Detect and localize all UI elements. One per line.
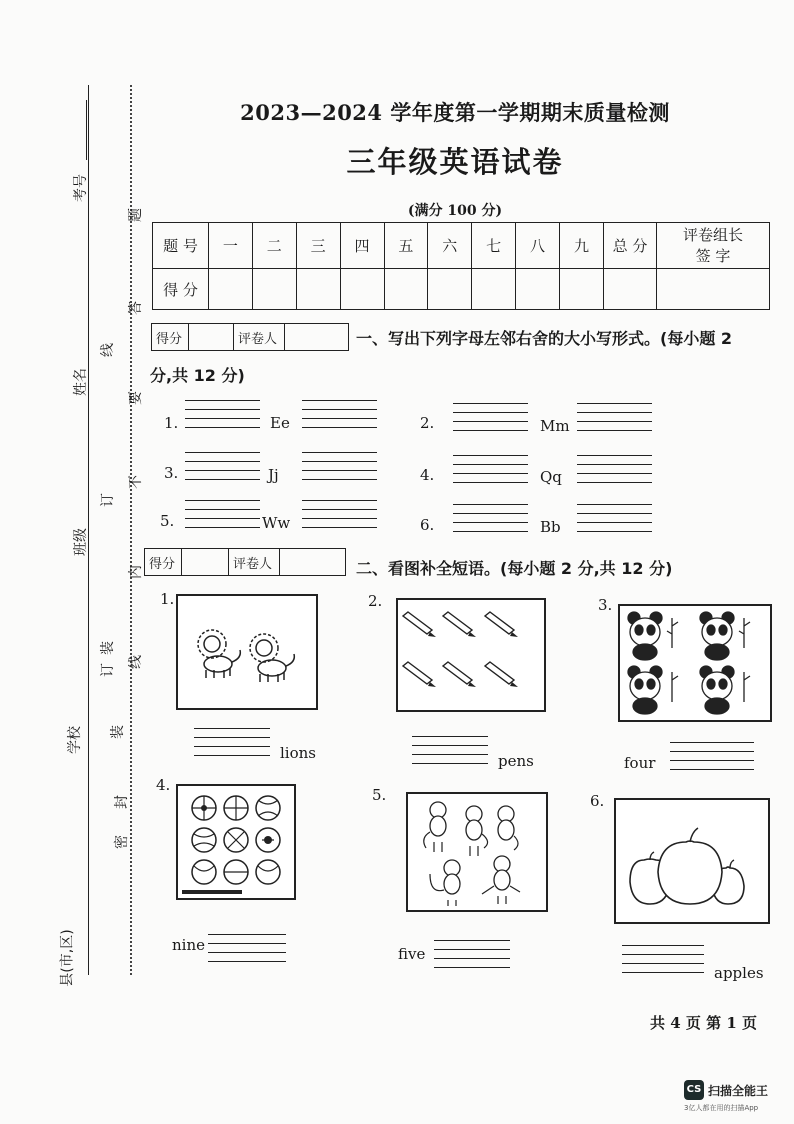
grader-name-cell[interactable] — [280, 549, 346, 576]
s1-q2-num: 2. — [420, 414, 435, 432]
name-label: 姓名 — [73, 368, 89, 396]
county-label: 县(市,区) — [59, 929, 76, 987]
score-cell[interactable] — [560, 269, 604, 310]
score-table-col-6: 六 — [428, 223, 472, 269]
pen-icon — [398, 600, 544, 710]
s2-q6-picture — [614, 798, 770, 924]
scanner-tagline: 3亿人都在用的扫描App — [684, 1104, 759, 1112]
score-table — [152, 222, 770, 310]
seal-mark-8: 装 — [100, 641, 116, 655]
s2-q3-lines[interactable] — [670, 742, 754, 769]
score-cell[interactable] — [428, 269, 472, 310]
s1-q4-letter: Qq — [540, 468, 562, 486]
exam-no-line — [86, 100, 87, 160]
s2-q5-num: 5. — [372, 786, 387, 804]
score-cell[interactable] — [209, 269, 253, 310]
score-table-col-4: 四 — [340, 223, 384, 269]
lion-icon — [178, 596, 316, 708]
score-cell[interactable] — [657, 269, 770, 310]
seal-mark-6: 线 — [128, 655, 144, 669]
score-cell[interactable] — [252, 269, 296, 310]
seal-mark-4: 不 — [128, 475, 144, 489]
s1-q5-num: 5. — [160, 512, 175, 530]
section2-title: 二、看图补全短语。(每小题 2 分,共 12 分) — [356, 559, 673, 578]
seal-mark-7: 订 — [100, 493, 116, 507]
score-table-col-7: 七 — [472, 223, 516, 269]
s1-q3-letter: Jj — [268, 466, 279, 484]
signature-label-1: 评卷组长 — [682, 225, 743, 244]
grader-score-label: 得分 — [152, 324, 189, 351]
seal-mark-5: 内 — [128, 565, 144, 579]
s2-q3-word: four — [624, 754, 656, 772]
s1-q4-right-lines[interactable] — [577, 455, 652, 482]
s1-q2-letter: Mm — [540, 417, 570, 435]
s1-q1-letter: Ee — [270, 414, 290, 432]
section1-title-cont: 分,共 12 分) — [150, 366, 245, 385]
grader-score-cell[interactable] — [189, 324, 234, 351]
grader-score-cell[interactable] — [182, 549, 229, 576]
grader-name-label: 评卷人 — [234, 324, 285, 351]
s2-q3-num: 3. — [598, 596, 613, 614]
score-table-col-2: 二 — [252, 223, 296, 269]
s1-q6-letter: Bb — [540, 518, 561, 536]
s2-q2-num: 2. — [368, 592, 383, 610]
score-table-total: 总 分 — [604, 223, 657, 269]
full-score: (满分 100 分) — [407, 203, 503, 219]
s1-q3-left-lines[interactable] — [185, 452, 260, 479]
signature-label-2: 签 字 — [695, 246, 731, 265]
s2-q2-picture — [396, 598, 546, 712]
s2-q6-lines[interactable] — [622, 945, 704, 972]
section1-title: 一、写出下列字母左邻右舍的大小写形式。(每小题 2 — [356, 329, 733, 348]
apple-icon — [616, 800, 768, 922]
grader-name-cell[interactable] — [285, 324, 349, 351]
exam-no-label: 考号 — [73, 174, 89, 202]
binding-mark-3: 装 — [110, 725, 126, 739]
page-counter: 共 4 页 第 1 页 — [650, 1014, 757, 1032]
score-table-col-5: 五 — [384, 223, 428, 269]
seal-mark-9: 封 — [114, 795, 130, 809]
s1-q6-num: 6. — [420, 516, 435, 534]
s2-q5-lines[interactable] — [434, 940, 510, 967]
s1-q6-left-lines[interactable] — [453, 504, 528, 531]
score-table-col-1: 一 — [209, 223, 253, 269]
s1-q5-left-lines[interactable] — [185, 500, 260, 527]
score-cell[interactable] — [516, 269, 560, 310]
score-cell[interactable] — [340, 269, 384, 310]
s1-q4-num: 4. — [420, 466, 435, 484]
s2-q4-lines[interactable] — [208, 934, 286, 961]
seal-mark-10: 密 — [114, 835, 130, 849]
s1-q5-letter: Ww — [262, 514, 291, 532]
s2-q4-num: 4. — [156, 776, 171, 794]
s2-q4-word: nine — [172, 936, 205, 954]
s1-q4-left-lines[interactable] — [453, 455, 528, 482]
s2-q2-word: pens — [498, 752, 534, 770]
s1-q5-right-lines[interactable] — [302, 500, 377, 527]
score-table-signature — [657, 223, 770, 269]
exam-title: 2023—2024 学年度第一学期期末质量检测 — [240, 100, 670, 125]
school-label: 学校 — [67, 726, 83, 754]
score-cell[interactable] — [296, 269, 340, 310]
s1-q3-num: 3. — [164, 464, 179, 482]
scanner-logo-badge: CS — [684, 1080, 704, 1100]
score-table-header-label: 题 号 — [153, 223, 209, 269]
score-table-col-8: 八 — [516, 223, 560, 269]
s1-q1-num: 1. — [164, 414, 179, 432]
s1-q1-right-lines[interactable] — [302, 400, 377, 427]
score-table-col-3: 三 — [296, 223, 340, 269]
s1-q1-left-lines[interactable] — [185, 400, 260, 427]
score-table-row-label: 得 分 — [153, 269, 209, 310]
score-cell[interactable] — [384, 269, 428, 310]
seal-mark-2: 答 — [128, 301, 144, 315]
s1-q2-right-lines[interactable] — [577, 403, 652, 430]
score-table-col-9: 九 — [560, 223, 604, 269]
seal-mark-3: 要 — [128, 391, 144, 405]
s2-q2-lines[interactable] — [412, 736, 488, 763]
monkey-icon — [408, 794, 546, 910]
s2-q1-num: 1. — [160, 590, 175, 608]
score-cell[interactable] — [472, 269, 516, 310]
grader-box-2 — [144, 548, 346, 576]
grader-box-1 — [151, 323, 349, 351]
grader-score-label: 得分 — [145, 549, 182, 576]
binding-mark-1: 线 — [100, 343, 116, 357]
s2-q4-picture — [176, 784, 296, 900]
class-label: 班级 — [73, 528, 89, 556]
s2-q3-picture — [618, 604, 772, 722]
ball-icon — [178, 786, 294, 898]
s2-q6-word: apples — [714, 964, 764, 982]
seal-mark-1: 题 — [128, 208, 144, 222]
score-cell[interactable] — [604, 269, 657, 310]
s2-q1-lines[interactable] — [194, 728, 270, 755]
s2-q1-picture — [176, 594, 318, 710]
s2-q5-word: five — [398, 945, 426, 963]
s2-q1-word: lions — [280, 744, 316, 762]
s2-q6-num: 6. — [590, 792, 605, 810]
binding-mark-2: 订 — [100, 663, 116, 677]
scanner-watermark — [684, 1080, 784, 1116]
s1-q6-right-lines[interactable] — [577, 504, 652, 531]
s2-q5-picture — [406, 792, 548, 912]
scanner-app-name: 扫描全能王 — [708, 1084, 769, 1098]
exam-subtitle: 三年级英语试卷 — [346, 145, 564, 179]
grader-name-label: 评卷人 — [229, 549, 280, 576]
s1-q3-right-lines[interactable] — [302, 452, 377, 479]
s1-q2-left-lines[interactable] — [453, 403, 528, 430]
panda-icon — [620, 606, 770, 720]
